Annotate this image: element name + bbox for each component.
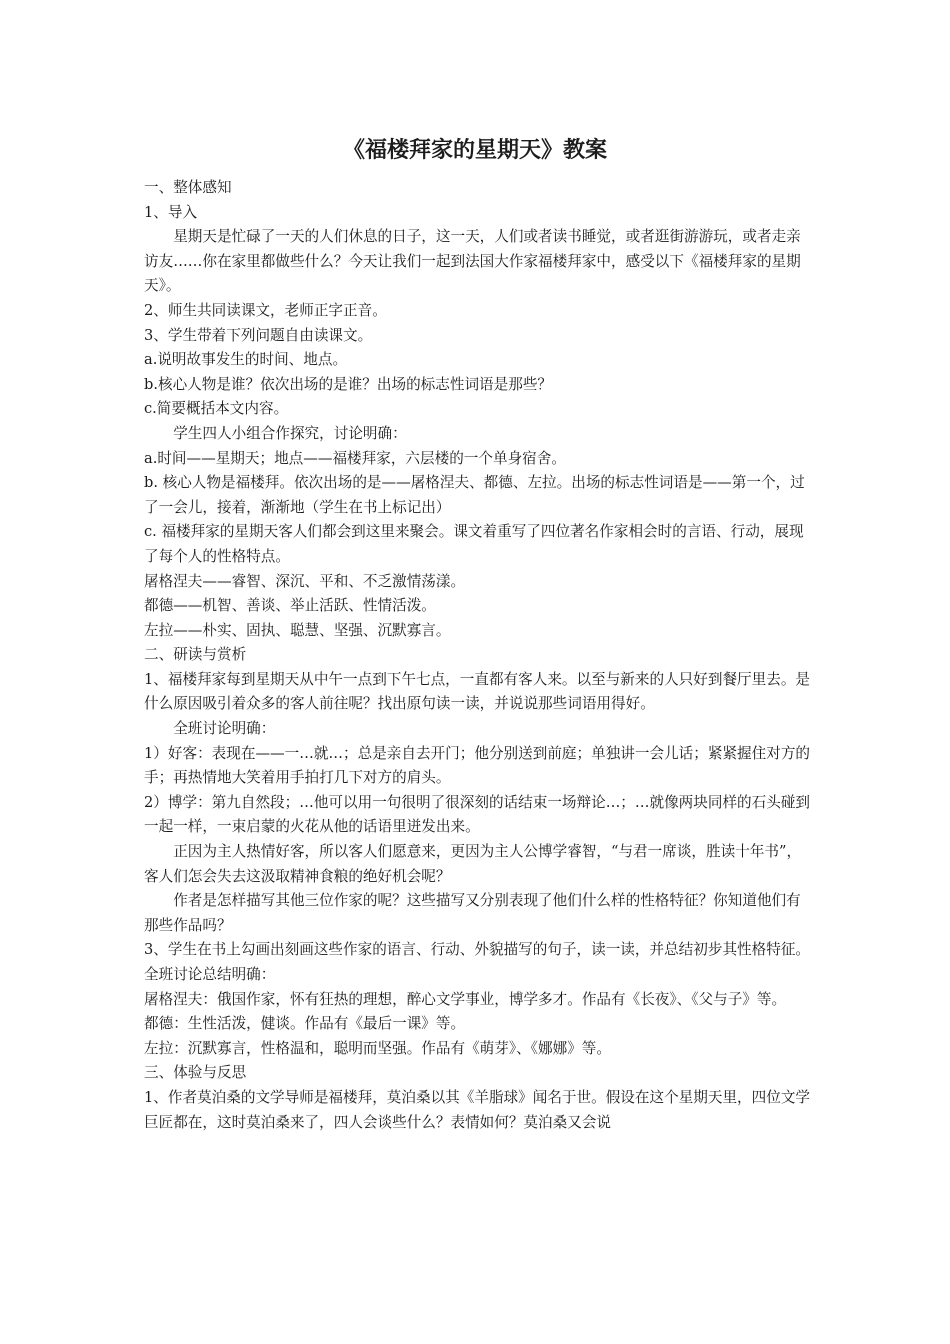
paragraph: 左拉：沉默寡言，性格温和，聪明而坚强。作品有《萌芽》、《娜娜》等。 [144, 1039, 611, 1057]
subheading: 1、导入 [144, 203, 198, 221]
paragraph: 1、福楼拜家每到星期天从中午一点到下午七点，一直都有客人来。以至与新来的人只好到餐厅里去。是什么原因吸引着众多的客人前往呢？找出原句读一读，并说说那些词语用得好。 [144, 670, 811, 713]
list-item: b. 核心人物是福楼拜。依次出场的是——屠格涅夫、都德、左拉。出场的标志性词语是——第一个，过了一会儿，接着，渐渐地（学生在书上标记出） [144, 474, 805, 516]
section-heading: 一、整体感知 [144, 179, 232, 196]
paragraph: 屠格涅夫——睿智、深沉、平和、不乏激情荡漾。 [144, 572, 466, 590]
paragraph: 屠格涅夫：俄国作家，怀有狂热的理想，醉心文学事业，博学多才。作品有《长夜》、《父与子》等。 [144, 990, 787, 1008]
paragraph: 都德：生性活泼，健谈。作品有《最后一课》等。 [144, 1015, 466, 1033]
paragraph: 3、学生带着下列问题自由读课文。 [144, 326, 373, 344]
list-item: 2）博学：第九自然段；…他可以用一句很明了很深刻的话结束一场辩论…；…就像两块同样的石头碰到一起一样，一束启蒙的火花从他的话语里迸发出来。 [144, 793, 811, 836]
list-item: 1）好客：表现在——一…就…；总是亲自去开门；他分别送到前庭；单独讲一会儿话；紧紧握住对方的手；再热情地大笑着用手拍打几下对方的肩头。 [144, 744, 811, 787]
paragraph: 都德——机智、善谈、举止活跃、性情活泼。 [144, 597, 436, 615]
document-body [144, 176, 812, 1135]
paragraph: 星期天是忙碌了一天的人们休息的日子，这一天，人们或者读书睡觉，或者逛街游游玩，或者走亲访友……你在家里都做些什么？今天让我们一起到法国大作家福楼拜家中，感受以下《福楼拜家的星期天》。 [144, 228, 801, 295]
paragraph: 作者是怎样描写其他三位作家的呢？这些描写又分别表现了他们什么样的性格特征？你知道他们有那些作品吗？ [144, 892, 801, 934]
list-item: c. 福楼拜家的星期天客人们都会到这里来聚会。课文着重写了四位著名作家相会时的言语、行动，展现了每个人的性格特点。 [144, 523, 804, 565]
paragraph: 3、学生在书上勾画出刻画这些作家的语言、行动、外貌描写的句子，读一读，并总结初步其性格特征。 [144, 941, 811, 959]
list-item: a.说明故事发生的时间、地点。 [144, 351, 348, 369]
document-title: 《福楼拜家的星期天》教案 [342, 138, 607, 163]
paragraph: 2、师生共同读课文，老师正字正音。 [144, 301, 387, 319]
paragraph: 全班讨论总结明确： [144, 966, 276, 983]
paragraph: 正因为主人热情好客，所以客人们愿意来，更因为主人公博学睿智，“与君一席谈，胜读十年书”，客人们怎会失去这汲取精神食粮的绝好机会呢？ [144, 843, 802, 885]
section-heading: 三、体验与反思 [144, 1064, 247, 1082]
paragraph: 1、作者莫泊桑的文学导师是福楼拜，莫泊桑以其《羊脂球》闻名于世。假设在这个星期天里，四位文学巨匠都在，这时莫泊桑来了，四人会谈些什么？表情如何？莫泊桑又会说 [144, 1088, 811, 1131]
list-item: b.核心人物是谁？依次出场的是谁？出场的标志性词语是那些？ [144, 375, 553, 393]
list-item: c.简要概括本文内容。 [144, 400, 289, 418]
paragraph: 左拉——朴实、固执、聪慧、坚强、沉默寡言。 [144, 621, 451, 639]
paragraph: 学生四人小组合作探究，讨论明确： [173, 424, 407, 442]
paragraph: 全班讨论明确： [173, 720, 276, 738]
section-heading: 二、研读与赏析 [144, 646, 247, 664]
list-item: a.时间——星期天；地点——福楼拜家，六层楼的一个单身宿舍。 [144, 449, 566, 467]
